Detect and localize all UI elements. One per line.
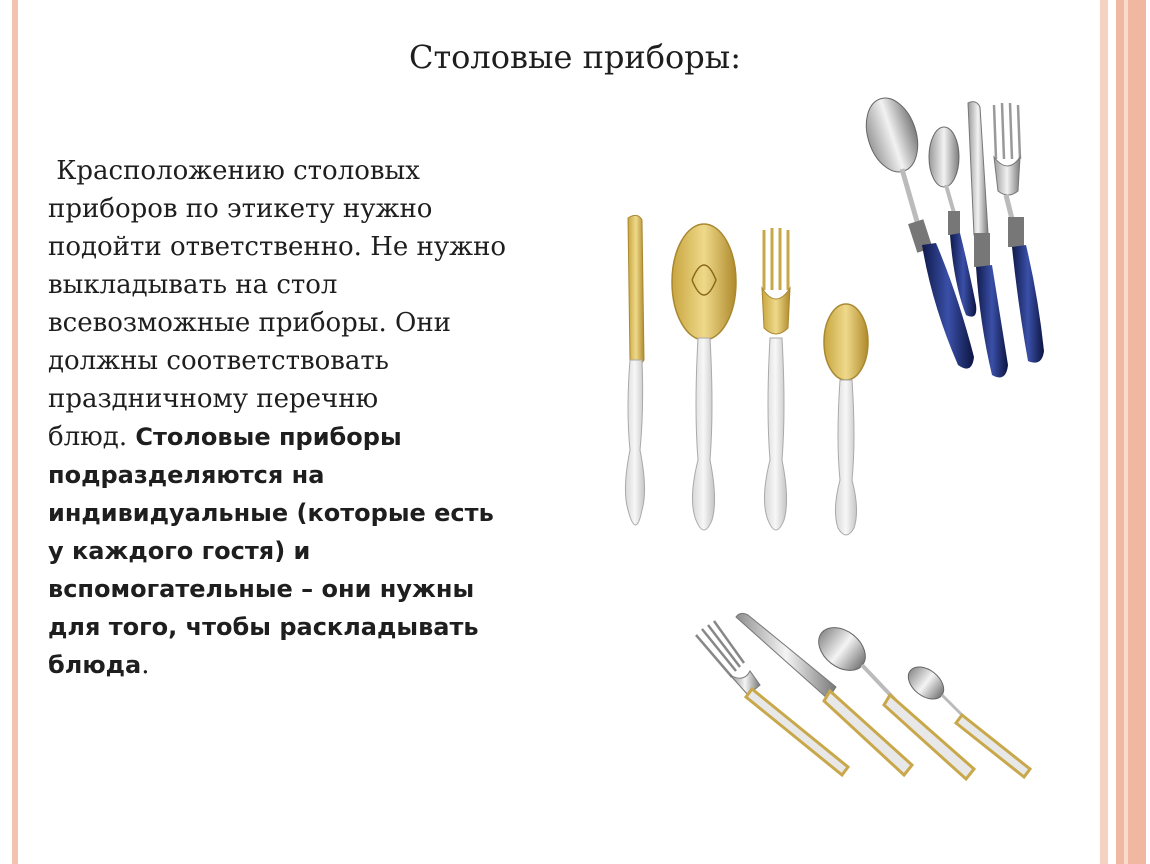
- right-border-stripe-inner: [1124, 0, 1128, 864]
- body-paragraph: [48, 152, 608, 684]
- trim-teaspoon-icon: [902, 660, 1030, 777]
- navy-knife-icon: [968, 102, 1008, 378]
- right-border-stripe-outer: [1100, 0, 1108, 864]
- paragraph-line: Красположению столовых: [48, 156, 420, 186]
- paragraph-line: [48, 570, 608, 608]
- left-border-stripe: [12, 0, 18, 864]
- gold-cutlery-image: [612, 210, 887, 550]
- bold-text: индивидуальные (которые есть: [48, 499, 494, 527]
- paragraph-line: [48, 532, 608, 570]
- paragraph-line: праздничному перечню: [48, 384, 379, 414]
- slide-title: Столовые приборы:: [408, 38, 742, 76]
- bold-text: подразделяются на: [48, 461, 325, 489]
- paragraph-line: [48, 418, 608, 456]
- navy-cutlery-image: [862, 95, 1062, 385]
- paragraph-line: [48, 494, 608, 532]
- gold-fork-icon: [762, 228, 790, 530]
- gold-spoon-icon: [672, 224, 736, 530]
- bold-text: для того, чтобы раскладывать: [48, 613, 479, 641]
- gold-knife-icon: [625, 215, 644, 525]
- paragraph-line: [48, 456, 608, 494]
- bold-text: вспомогательные – они нужны: [48, 575, 475, 603]
- paragraph-line: [48, 608, 608, 646]
- paragraph-text: блюд.: [48, 422, 136, 452]
- bold-text: у каждого гостя) и: [48, 537, 311, 565]
- right-border-stripe-main: [1116, 0, 1146, 864]
- gold-trim-cutlery-image: [690, 605, 1040, 785]
- bold-text: Столовые приборы: [135, 423, 402, 451]
- bold-text: блюда: [48, 651, 142, 679]
- paragraph-line: [48, 646, 608, 684]
- paragraph-line: должны соответствовать: [48, 346, 389, 376]
- navy-fork-icon: [994, 103, 1044, 363]
- paragraph-line: всевозможные приборы. Они: [48, 308, 451, 338]
- paragraph-text: .: [141, 650, 150, 680]
- paragraph-line: выкладывать на стол: [48, 270, 338, 300]
- paragraph-line: приборов по этикету нужно: [48, 194, 433, 224]
- paragraph-line: подойти ответственно. Не нужно: [48, 232, 507, 262]
